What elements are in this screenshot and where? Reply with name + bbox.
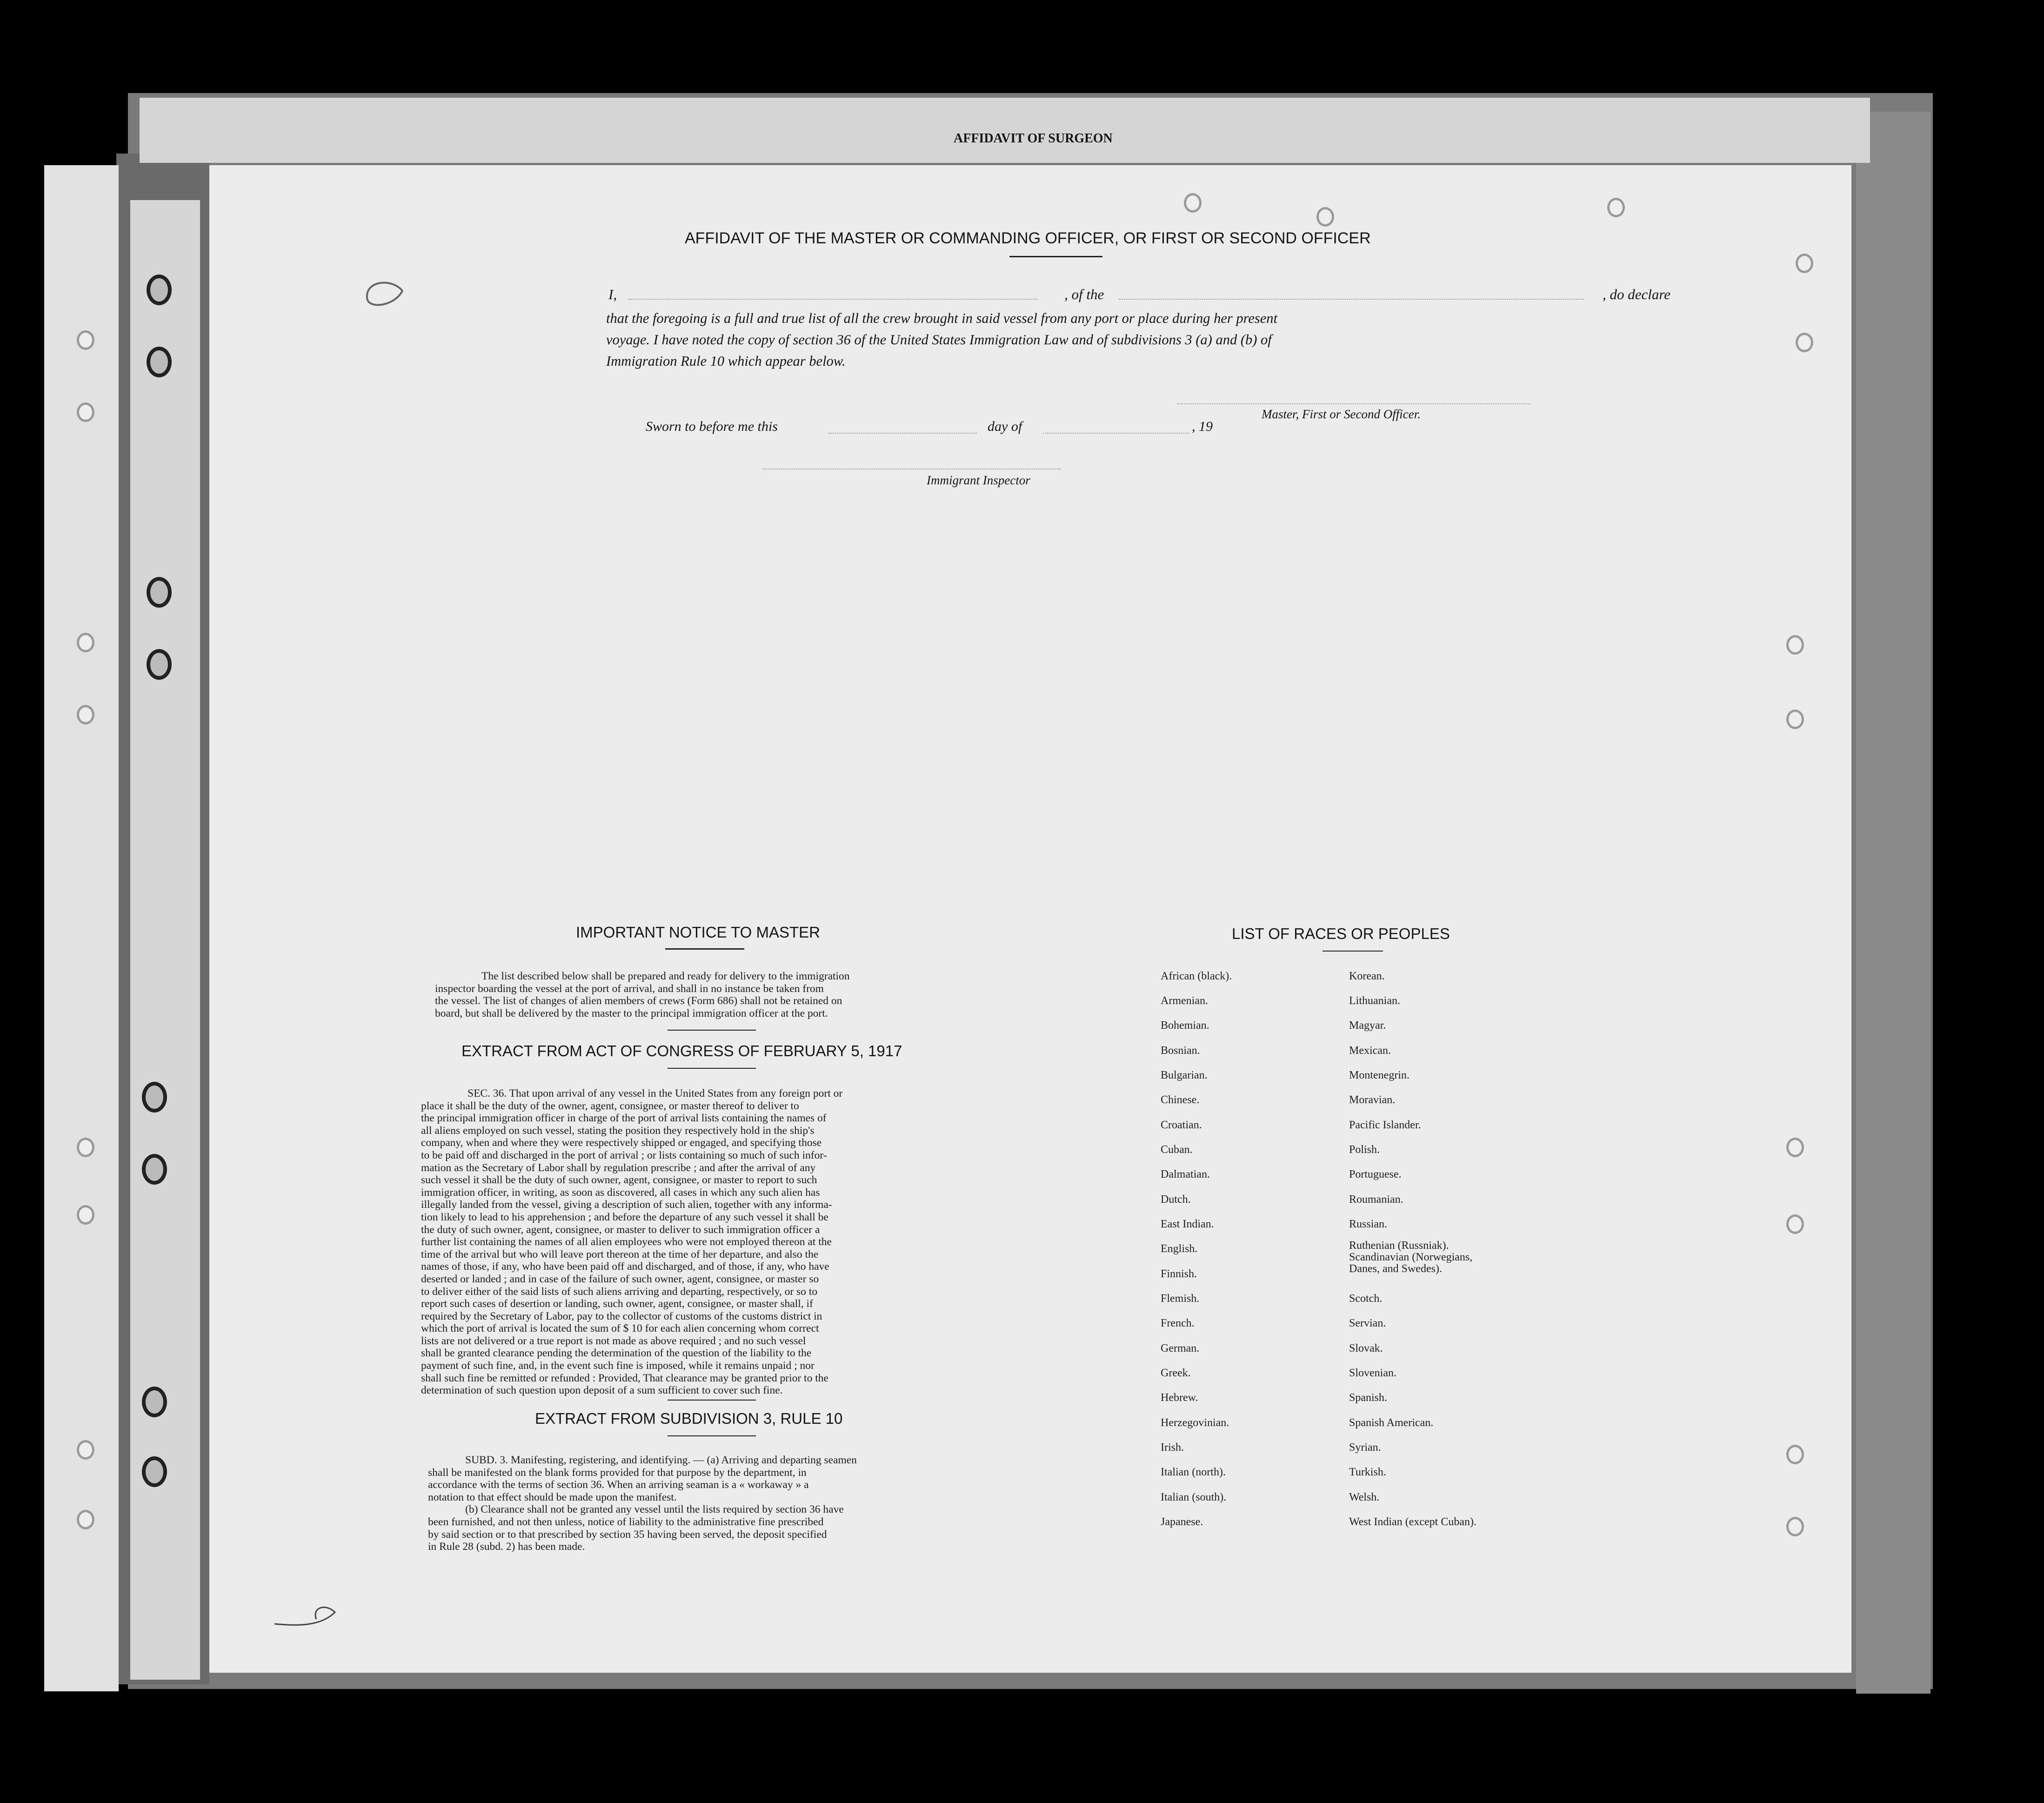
race-item: Hebrew. [1161,1392,1198,1404]
sworn-label: Sworn to before me this [646,419,778,434]
race-item: Cuban. [1161,1144,1193,1156]
punch-hole-icon [1796,254,1813,273]
rule-line: accordance with the terms of section 36. When an arriving seaman is a « workaway » a [428,1479,809,1491]
race-item: German. [1161,1342,1200,1354]
race-item: Dutch. [1161,1193,1191,1206]
race-item: Syrian. [1349,1441,1381,1454]
divider [1009,256,1102,257]
divider [668,1068,756,1069]
race-item: French. [1161,1317,1195,1329]
act-line: further list containing the names of all alien employees who were not employed thereon at the [421,1236,832,1248]
punch-hole-icon [142,1082,167,1113]
race-item: Ruthenian (Russniak). [1349,1240,1449,1252]
act-line: such vessel it shall be the duty of such owner, agent, consignee, or master to report to such [421,1174,817,1186]
punch-hole-icon [77,402,94,422]
act-line: report such cases of desertion or landing, such owner, agent, consignee, or master shall, if [421,1298,813,1310]
race-item: West Indian (except Cuban). [1349,1516,1476,1528]
race-item: Scotch. [1349,1293,1383,1305]
race-item: Bulgarian. [1161,1069,1208,1081]
race-item: Spanish American. [1349,1417,1434,1429]
right-sheet-edge [1856,112,1930,1694]
punch-hole-icon [1607,198,1625,217]
pencil-mark-icon [270,1598,344,1635]
notice-line: the vessel. The list of changes of alien members of crews (Form 686) shall not be retained on [435,995,842,1007]
punch-hole-icon [77,330,94,350]
act-line: time of the arrival but who will leave port thereon at the time of her departure, and also the [421,1248,819,1260]
race-item: Lithuanian. [1349,995,1400,1007]
notice-heading: IMPORTANT NOTICE TO MASTER [576,924,821,941]
rule-line: notation to that effect should be made upon the manifest. [428,1491,677,1503]
punch-hole-icon [142,1387,167,1417]
inspector-label: Immigrant Inspector [927,473,1030,487]
rule-extract-heading: EXTRACT FROM SUBDIVISION 3, RULE 10 [535,1410,843,1427]
race-item: Moravian. [1349,1094,1396,1106]
act-line: deserted or landed ; and in case of the failure of such owner, agent, consignee, or master so [421,1273,819,1285]
race-item: Japanese. [1161,1516,1203,1528]
act-line: payment of such fine, and, in the event such fine is imposed, while it remains unpaid ; nor [421,1360,815,1372]
rule-line: by said section or to that prescribed by section 35 having been served, the deposit specified [428,1528,827,1541]
punch-hole-icon [77,705,94,724]
left-paper-strip-inner [130,200,200,1680]
race-item: Russian. [1349,1218,1388,1230]
race-item: Roumanian. [1349,1193,1403,1206]
do-declare-label: , do declare [1603,286,1671,302]
race-item: Turkish. [1349,1466,1386,1478]
declaration-line-3: Immigration Rule 10 which appear below. [606,353,846,369]
punch-hole-icon [1786,710,1804,729]
race-item: Chinese. [1161,1094,1200,1106]
day-of-label: day of [988,419,1022,434]
punch-hole-icon [1184,193,1202,213]
act-line: mation as the Secretary of Labor shall by regulation prescribe ; and after the arrival of any [421,1161,816,1174]
divider [668,1435,756,1436]
race-item: English. [1161,1243,1198,1255]
rule-line: (b) Clearance shall not be granted any vessel until the lists required by section 36 have [465,1503,844,1516]
act-line: shall be granted clearance pending the determination of the question of the liability to the [421,1347,812,1360]
i-label: I, [608,286,617,302]
vessel-blank-line [1119,299,1584,300]
manifest-page [209,165,1851,1673]
master-signature-line [1177,403,1530,404]
punch-hole-icon [1786,1445,1804,1464]
divider [668,1400,756,1401]
race-item: Herzegovinian. [1161,1417,1229,1429]
act-line: the duty of such owner, agent, consignee, or master to deliver to such immigration officer a [421,1223,820,1236]
act-line: which the port of arrival is located the sum of $ 10 for each alien concerning whom correct [421,1322,819,1335]
punch-hole-icon [147,347,172,377]
punch-hole-icon [1796,333,1813,352]
race-item: Croatian. [1161,1119,1202,1131]
year-label: , 19 [1192,419,1213,434]
race-item: Montenegrin. [1349,1069,1409,1081]
race-item: Polish. [1349,1144,1380,1156]
master-signature-label: Master, First or Second Officer. [1262,407,1421,421]
pencil-mark-icon [358,272,414,323]
punch-hole-icon [1786,1214,1804,1234]
race-item: Welsh. [1349,1491,1380,1503]
rule-line: been furnished, and not then unless, notice of liability to the administrative fine prescribed [428,1515,824,1528]
race-item: Mexican. [1349,1045,1391,1057]
master-affidavit-heading: AFFIDAVIT OF THE MASTER OR COMMANDING OFFICER, OR FIRST OR SECOND OFFICER [685,229,1371,247]
act-line: to deliver either of the said lists of such aliens arriving and departing, respectively, or so to [421,1285,818,1298]
punch-hole-icon [142,1154,167,1185]
sworn-day-blank [828,433,977,434]
rule-line: in Rule 28 (subd. 2) has been made. [428,1541,585,1553]
race-item: African (black). [1161,970,1232,982]
race-item: Finnish. [1161,1268,1197,1280]
divider [1323,951,1383,952]
rule-paragraph [428,1454,1196,1553]
race-item: Korean. [1349,970,1385,982]
notice-paragraph [435,970,1198,1019]
act-extract-heading: EXTRACT FROM ACT OF CONGRESS OF FEBRUARY 5, 1917 [461,1042,902,1059]
race-item: Armenian. [1161,995,1208,1007]
sworn-month-blank [1043,433,1189,434]
punch-hole-icon [77,1510,94,1529]
notice-line: inspector boarding the vessel at the port of arrival, and shall in no instance be taken from [435,982,824,995]
punch-hole-icon [147,649,172,680]
race-item: Pacific Islander. [1349,1119,1421,1131]
punch-hole-icon [1786,635,1804,655]
race-item: Portuguese. [1349,1168,1402,1180]
race-item: Dalmatian. [1161,1168,1210,1180]
act-line: place it shall be the duty of the owner, agent, consignee, or master thereof to deliver to [421,1099,799,1112]
divider [668,1030,756,1031]
act-line: illegally landed from the vessel, giving a description of such alien, together with any informa- [421,1199,832,1211]
punch-hole-icon [1786,1138,1804,1157]
race-item: Magyar. [1349,1019,1386,1032]
punch-hole-icon [142,1456,167,1487]
race-item: Slovenian. [1349,1367,1396,1379]
punch-hole-icon [1316,207,1334,227]
act-line: company, when and where they were respectively shipped or engaged, and specifying those [421,1137,822,1149]
act-line: determination of such question upon deposit of a sum sufficient to cover such fine. [421,1384,783,1397]
race-item: Servian. [1349,1317,1386,1329]
act-line: to be paid off and discharged in the port of arrival ; or lists containing so much of such infor- [421,1149,827,1161]
race-item: Scandinavian (Norwegians, [1349,1251,1473,1263]
race-item: Slovak. [1349,1342,1383,1354]
act-line: all aliens employed on such vessel, stating the position they respectively hold in the ship's [421,1124,815,1137]
declaration-line-1: that the foregoing is a full and true list of all the crew brought in said vessel from any port or place during her present [606,310,1278,326]
punch-hole-icon [77,1205,94,1225]
punch-hole-icon [147,577,172,608]
race-item: Irish. [1161,1441,1184,1454]
act-line: shall such fine be remitted or refunded : Provided, That clearance may be granted prior to the [421,1372,828,1384]
punch-hole-icon [1786,1517,1804,1536]
punch-hole-icon [77,1440,94,1460]
punch-hole-icon [77,633,94,652]
race-item: Spanish. [1349,1392,1388,1404]
race-item: East Indian. [1161,1218,1214,1230]
act-line: SEC. 36. That upon arrival of any vessel in the United States from any foreign port or [468,1087,843,1099]
act-line: names of those, if any, who have been paid off and discharged, and of those, if any, who have [421,1260,829,1273]
punch-hole-icon [77,1138,94,1157]
of-the-label: , of the [1064,286,1104,302]
act-line: immigration officer, in writing, as soon as discovered, all cases in which any such alien has [421,1186,820,1199]
act-paragraph [421,1087,1196,1397]
notice-line: board, but shall be delivered by the master to the principal immigration officer at the port. [435,1007,828,1019]
surgeon-header: AFFIDAVIT OF SURGEON [954,131,1113,146]
rule-line: SUBD. 3. Manifesting, registering, and identifying. — (a) Arriving and departing seamen [465,1454,857,1466]
race-item: Bohemian. [1161,1019,1209,1032]
race-item: Italian (south). [1161,1491,1227,1503]
race-item: Italian (north). [1161,1466,1226,1478]
race-item: Danes, and Swedes). [1349,1263,1442,1275]
race-item: Greek. [1161,1367,1191,1379]
act-line: required by the Secretary of Labor, pay to the collector of customs of the customs district in [421,1310,822,1322]
declaration-line-2: voyage. I have noted the copy of section 36 of the United States Immigration Law and of subdivisions 3 (a) and (b) of [606,332,1272,348]
rule-line: shall be manifested on the blank forms provided for that purpose by the department, in [428,1466,807,1479]
act-line: lists are not delivered or a true report is not made as above required ; and no such vessel [421,1334,806,1347]
divider [665,948,744,950]
surgeon-header-band [140,98,1870,163]
name-blank-line [628,299,1037,300]
notice-line: The list described below shall be prepared and ready for delivery to the immigration [481,970,850,982]
act-line: the principal immigration officer in charge of the port of arrival lists containing the names of [421,1112,827,1125]
race-item: Bosnian. [1161,1045,1200,1057]
act-line: tion likely to lead to his apprehension ; and before the departure of any such vessel it shall be [421,1211,828,1223]
races-heading: LIST OF RACES OR PEOPLES [1232,925,1450,942]
race-item: Flemish. [1161,1293,1200,1305]
punch-hole-icon [147,275,172,305]
left-paper-strip [44,165,119,1691]
